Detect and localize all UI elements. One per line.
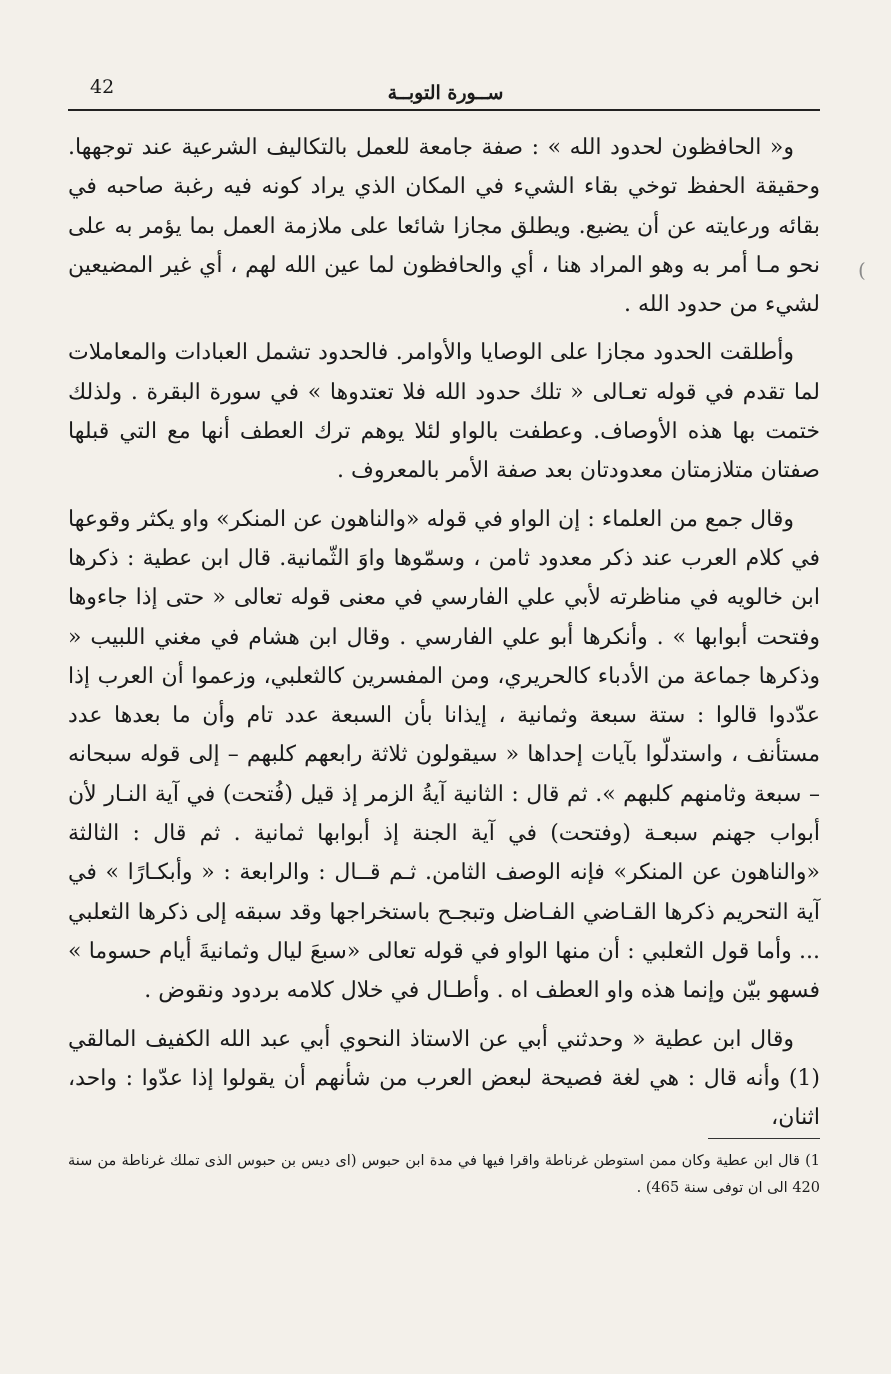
running-head: ســورة التوبــة	[387, 82, 504, 104]
body-text	[68, 128, 820, 1146]
footnote: 1) قال ابن عطية وكان ممن استوطن غرناطة واقرا فيها في مدة ابن حبوس (اى ديس بن حبوس الذى تملك غرناطة من سنة 420 الى ان توفى سنة 465) .	[68, 1153, 820, 1196]
paragraph: و« الحافظون لحدود الله » : صفة جامعة للعمل بالتكاليف الشرعية عند توجهها. وحقيقة الحفظ توخي بقاء الشيء في المكان الذي يراد كونه فيه رغبة صاحبه في بقائه ورعايته عن أن يضيع. ويطلق مجازا شائعا على ملازمة العمل بما يؤمر به على نحو مـا أمر به وهو المراد هنا ، أي والحافظون لما عين الله لهم ، أي غير المضيعين لشيء من حدود الله .	[68, 135, 820, 318]
paragraph: وقال ابن عطية « وحدثني أبي عن الاستاذ النحوي أبي عبد الله الكفيف المالقي (1) وأنه قال : هي لغة فصيحة لبعض العرب من شأنهم أن يقولوا إذا عدّوا : واحد، اثنان،	[68, 1026, 820, 1131]
page-number: 42	[90, 76, 115, 98]
header-rule	[68, 109, 820, 111]
footnote-rule	[708, 1138, 820, 1139]
margin-pencil-mark: (	[858, 258, 866, 282]
paragraph: وأطلقت الحدود مجازا على الوصايا والأوامر. فالحدود تشمل العبادات والمعاملات لما تقدم في قوله تعـالى « تلك حدود الله فلا تعتدوها » في سورة البقرة . ولذلك ختمت بها هذه الأوصاف. وعطفت بالواو لئلا يوهم ترك العطف أنها مع التي قبلها صفتان متلازمتان معدودتان بعد صفة الأمر بالمعروف .	[68, 340, 820, 484]
paragraph: وقال جمع من العلماء : إن الواو في قوله «والناهون عن المنكر» واو يكثر وقوعها في كلام العرب عند ذكر معدود ثامن ، وسمّوها واوَ الثّمانية. قال ابن عطية : ذكرها ابن خالويه في مناظرته لأبي علي الفارسي في معنى قوله تعالى « حتى إذا جاءوها وفتحت أبوابها » . وأنكرها أبو علي الفارسي . وقال ابن هشام في مغني اللبيب « وذكرها جماعة من الأدباء كالحريري، ومن المفسرين كالثعلبي، وزعموا أن العرب إذا عدّدوا قالوا : ستة سبعة وثمانية ، إيذانا بأن السبعة عدد تام وأن ما بعدها عدد مستأنف ، واستدلّوا بآيات إحداها « سيقولون ثلاثة رابعهم كلبهم – إلى قوله سبحانه – سبعة وثامنهم كلبهم ». ثم قال : الثانية آيةُ الزمر إذ قيل (فُتحت) في آية النـار لأن أبواب جهنم سبعـة (وفتحت) في آية الجنة إذ أبوابها ثمانية . ثم قال : الثالثة «والناهون عن المنكر» فإنه الوصف الثامن. ثـم قــال : والرابعة : « وأبكـارًا » في آية التحريم ذكرها القـاضي الفـاضل وتبجـح باستخراجها وقد سبقه إلى ذكرها الثعلبي ... وأما قول الثعلبي : أن منها الواو في قوله تعالى «سبعَ ليال وثمانيةَ أيام حسوما » فسهو بيّن وإنما هذه واو العطف اه . وأطـال في خلال كلامه بردود ونقوض .	[68, 506, 821, 1004]
